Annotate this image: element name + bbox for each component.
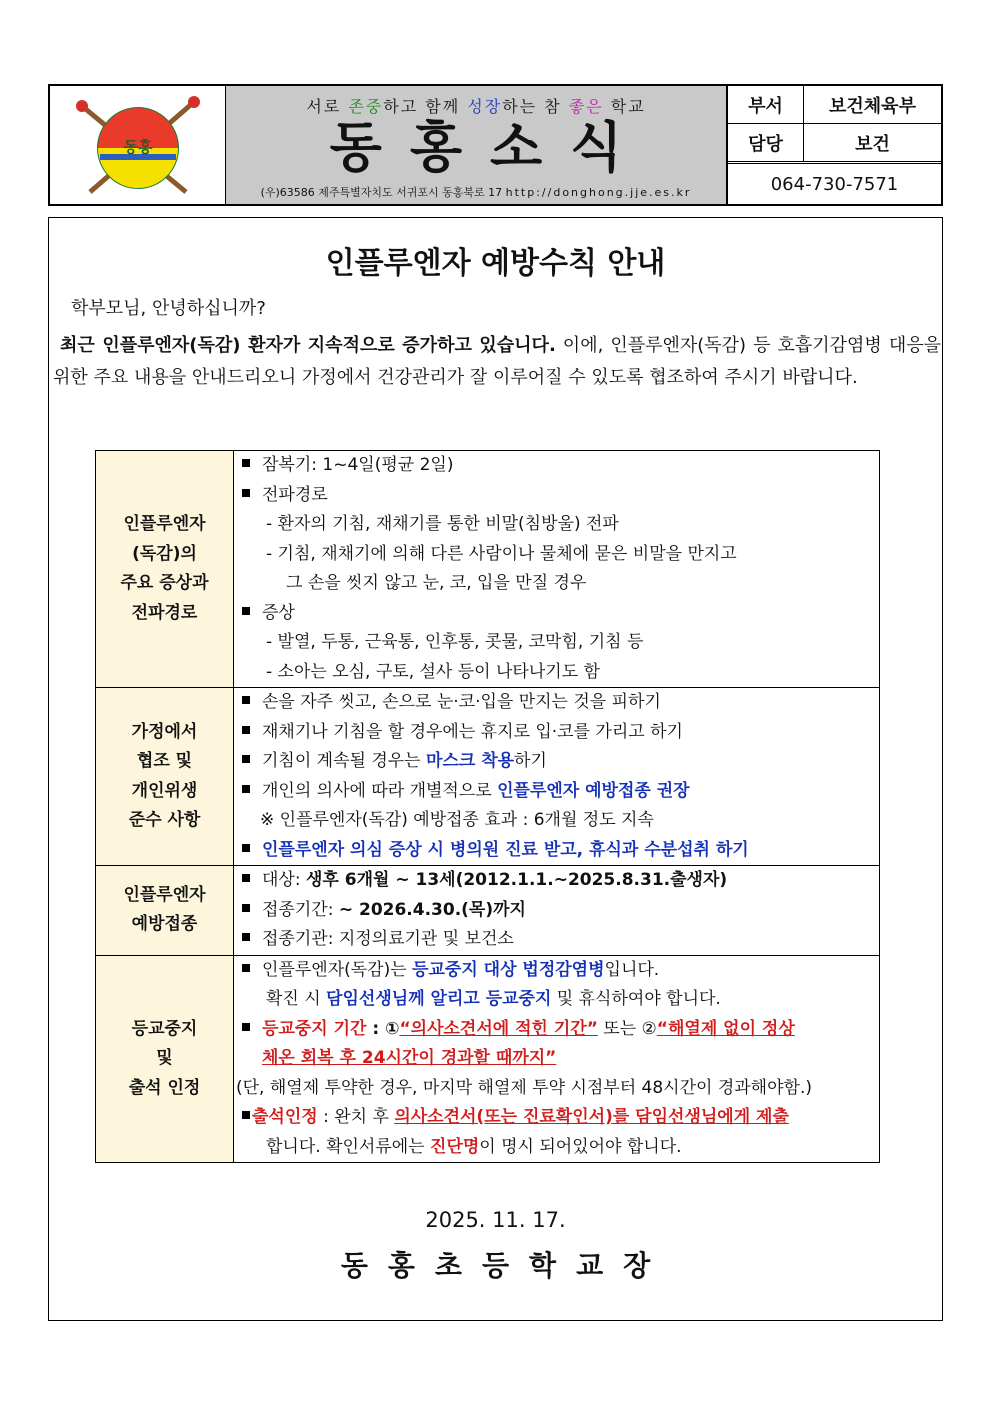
heading-line: 가정에서 [131, 721, 198, 742]
row-heading [96, 866, 234, 956]
bullet-square-icon [242, 1023, 250, 1031]
list-note: (단, 해열제 투약한 경우, 마지막 해열제 투약 시점부터 48시간이 경과해야함.) [236, 1077, 812, 1098]
list-item [242, 747, 871, 777]
list-note: ※ 인플루엔자(독감) 예방접종 효과 : 6개월 정도 지속 [260, 810, 654, 830]
motto-part: 하고 함께 [383, 97, 468, 116]
school-logo [74, 96, 202, 196]
charge-value: 보건 [855, 133, 890, 155]
table-row [96, 451, 880, 688]
bullet-square-icon [242, 489, 250, 497]
logo-text: 동홍 [123, 138, 153, 156]
list-item: - 환자의 기침, 재채기를 통한 비말(침방울) 전파 [266, 514, 619, 534]
intro-bold: 최근 인플루엔자(독감) 환자가 지속적으로 증가하고 있습니다. [60, 335, 556, 356]
list-item: - 소아는 오심, 구토, 설사 등이 나타나기도 함 [266, 661, 600, 682]
greeting: 학부모님, 안녕하십니까? [71, 298, 266, 319]
item-text: 접종기관: 지정의료기관 및 보건소 [262, 929, 514, 949]
list-item: 그 손을 씻지 않고 눈, 코, 입을 만질 경우 [286, 573, 587, 593]
list-item [242, 777, 871, 807]
item-highlight-red: 진단명 [430, 1136, 480, 1157]
table-row [96, 866, 880, 956]
item-highlight: 마스크 착용 [426, 751, 515, 771]
phone-number: 064-730-7571 [770, 173, 899, 195]
row-content [234, 451, 880, 688]
school-url[interactable]: http://donghong.jje.es.kr [505, 186, 692, 199]
item-text: 재채기나 기침을 할 경우에는 휴지로 입·코를 가리고 하기 [262, 721, 683, 742]
intro-rest: 이에, 인플루엔자(독감) 등 호흡기감염병 대응을 위한 주요 내용을 안내드리오니 가정에서 건강관리가 잘 이루어질 수 있도록 협조하여 주시기 바랍니다. [53, 335, 941, 388]
item-text: 하기 [514, 751, 547, 771]
item-text: 입니다. [604, 959, 660, 980]
item-text: : ① [366, 1018, 400, 1039]
motto-part: 존중 [348, 97, 384, 116]
bullet-square-icon [242, 607, 250, 615]
item-text: : 완치 후 [317, 1107, 395, 1127]
heading-line: 예방접종 [131, 914, 198, 935]
row-heading [96, 955, 234, 1163]
item-highlight: 등교중지 대상 법정감염병 [412, 959, 605, 980]
motto-part: 좋은 [568, 97, 604, 116]
table-row [96, 955, 880, 1163]
list-item [242, 1133, 871, 1163]
item-text: 전파경로 [262, 484, 328, 505]
bullet-square-icon [242, 755, 250, 763]
list-item [242, 599, 871, 629]
heading-line: 등교중지 [131, 1018, 198, 1039]
item-text: 접종기간: [262, 899, 339, 920]
bullet-square-icon [242, 785, 250, 793]
heading-line: 인플루엔자 [123, 514, 206, 534]
motto-part: 성장 [467, 97, 503, 116]
row-heading [96, 451, 234, 688]
list-item [242, 866, 871, 896]
row-content [234, 866, 880, 956]
info-cell [728, 86, 941, 204]
item-highlight-red: “의사소견서에 적힌 기간” [399, 1018, 598, 1039]
title-cell [226, 86, 728, 204]
bullet-square-icon [242, 844, 250, 852]
guideline-table [95, 450, 880, 1163]
bullet-square-icon [242, 933, 250, 941]
list-item [242, 688, 871, 718]
dept-label: 부서 [728, 86, 804, 123]
item-text: 기침이 계속될 경우는 [262, 751, 427, 771]
bullet-square-icon [242, 904, 250, 912]
item-text: 증상 [262, 602, 295, 623]
list-item [242, 925, 871, 955]
heading-line: 개인위생 [131, 780, 198, 801]
heading-line: (독감)의 [132, 543, 197, 564]
list-item [242, 985, 871, 1015]
bullet-square-icon [242, 726, 250, 734]
item-highlight-red: 의사소견서(또는 진료확인서)를 담임선생님에게 제출 [394, 1107, 789, 1127]
item-highlight: 담임선생님께 알리고 등교중지 [326, 989, 552, 1009]
item-text: 대상: [262, 870, 306, 890]
heading-line: 전파경로 [131, 602, 198, 623]
list-item [242, 1044, 871, 1074]
list-item [242, 836, 871, 866]
dept-row [728, 86, 941, 124]
item-highlight-red: 체온 회복 후 24시간이 경과할 때까지” [262, 1048, 557, 1068]
item-highlight: 인플루엔자 예방접종 권장 [497, 780, 690, 801]
item-text: 개인의 의사에 따라 개별적으로 [262, 780, 498, 801]
heading-line: 주요 증상과 [120, 573, 209, 593]
item-text: 확진 시 [266, 989, 327, 1009]
list-item [242, 896, 871, 926]
list-item [242, 718, 871, 748]
bullet-square-icon [242, 1111, 250, 1119]
item-text: 인플루엔자(독감)는 [262, 959, 413, 980]
item-text: 손을 자주 씻고, 손으로 눈·코·입을 만지는 것을 피하기 [262, 692, 661, 712]
item-text: 잠복기: 1~4일(평균 2일) [262, 455, 454, 475]
item-highlight: 인플루엔자 의심 증상 시 병의원 진료 받고, 휴식과 수분섭취 하기 [262, 839, 749, 860]
intro-paragraph [53, 330, 941, 394]
heading-line: 인플루엔자 [123, 884, 206, 905]
row-content [234, 688, 880, 866]
newsletter-header [48, 84, 943, 206]
motto-part: 학교 [603, 97, 646, 116]
dept-value: 보건체육부 [829, 95, 916, 117]
row-content [234, 955, 880, 1163]
logo-cell [50, 86, 226, 204]
principal-signature: 동홍초등학교장 [340, 1249, 671, 1282]
item-text: 또는 ② [597, 1018, 657, 1039]
newsletter-title: 동홍소식 [329, 116, 651, 179]
charge-label: 담당 [728, 124, 804, 161]
school-address [226, 184, 726, 200]
list-item [242, 1015, 871, 1045]
charge-row [728, 124, 941, 164]
address-text: (우)63586 제주특별자치도 서귀포시 동홍북로 17 [260, 186, 503, 199]
list-item [242, 481, 871, 511]
heading-line: 출석 인정 [128, 1077, 201, 1098]
notice-body [48, 217, 943, 1321]
item-highlight-red: 등교중지 기간 [262, 1018, 367, 1039]
motto-part: 서로 [306, 97, 349, 116]
notice-title: 인플루엔자 예방수칙 안내 [325, 246, 666, 281]
heading-line: 협조 및 [136, 751, 193, 771]
item-highlight-red: “해열제 없이 정상 [656, 1018, 795, 1039]
item-bold: 생후 6개월 ~ 13세(2012.1.1.~2025.8.31.출생자) [305, 870, 728, 890]
motto-part: 하는 참 [502, 97, 569, 116]
bullet-square-icon [242, 874, 250, 882]
item-bold: ~ 2026.4.30.(목)까지 [338, 899, 526, 920]
list-item [242, 1103, 871, 1133]
list-item [242, 451, 871, 481]
item-text: 합니다. 확인서류에는 [266, 1136, 431, 1157]
item-text: 및 휴식하여야 합니다. [551, 989, 721, 1009]
table-row [96, 688, 880, 866]
heading-line: 준수 사항 [128, 810, 201, 830]
school-motto [226, 94, 726, 117]
list-item: - 기침, 재채기에 의해 다른 사람이나 물체에 묻은 비말을 만지고 [266, 543, 737, 564]
item-highlight-red: 출석인정 [252, 1107, 318, 1127]
list-item [242, 956, 871, 986]
bullet-square-icon [242, 964, 250, 972]
list-item: - 발열, 두통, 근육통, 인후통, 콧물, 코막힘, 기침 등 [266, 632, 644, 652]
bullet-square-icon [242, 696, 250, 704]
issue-date: 2025. 11. 17. [425, 1208, 566, 1232]
bullet-square-icon [242, 459, 250, 467]
row-heading [96, 688, 234, 866]
item-text: 이 명시 되어있어야 합니다. [479, 1136, 682, 1157]
heading-line: 및 [156, 1048, 173, 1068]
